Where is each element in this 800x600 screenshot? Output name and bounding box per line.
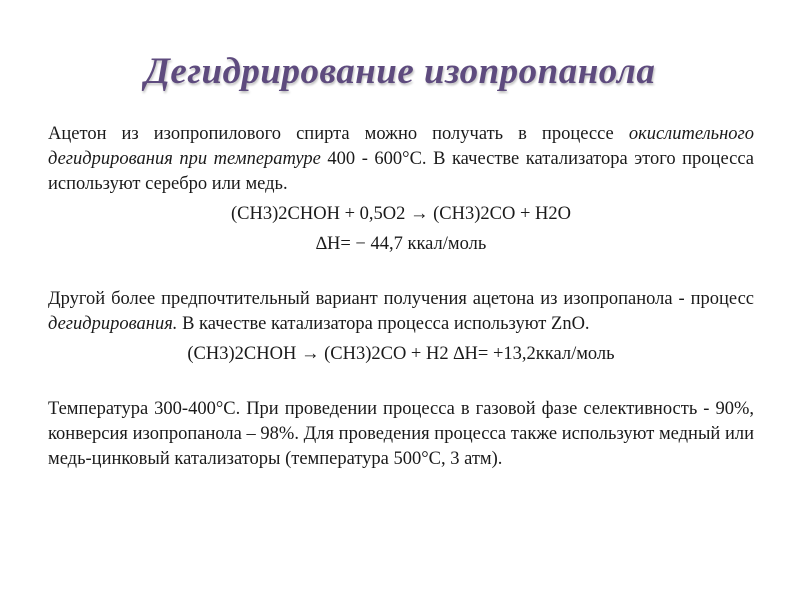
paragraph-dehydrogenation — [48, 287, 754, 337]
slide-body — [48, 122, 754, 472]
paragraph-1-text-a: Ацетон из изопропилового спирта можно получать в процессе — [48, 124, 629, 144]
paragraph-oxidative-dehydrogenation — [48, 122, 754, 197]
paragraph-conditions: Температура 300-400°С. При проведении процесса в газовой фазе селективность - 90%, конверсия изопропанола – 98%. Для проведения процесса также используют медный или медь-цинковый катализаторы (температура 500°С, 3 атм). — [48, 399, 754, 469]
paragraph-2-italic: дегидрирования. — [48, 314, 178, 334]
paragraph-1-italic: окислительного дегидрирования при температуре — [48, 124, 754, 169]
paragraph-1-text-c: 400 - 600°С. В качестве катализатора этого процесса используют серебро или медь. — [48, 149, 754, 194]
equation-oxidative-dehydrogenation: (CH3)2CHOH + 0,5O2 → (CH3)2CO + H2O — [231, 204, 571, 224]
spacer — [48, 257, 754, 282]
equation-dehydrogenation: (CH3)2CHOH → (CH3)2CO + H2 ∆H= +13,2ккал/моль — [187, 344, 615, 364]
slide-title: Дегидрирование изопропанола — [144, 51, 656, 92]
enthalpy-oxidative-dehydrogenation: ∆H= − 44,7 ккал/моль — [315, 234, 487, 254]
paragraph-2-text-c: В качестве катализатора процесса используют ZnO. — [177, 314, 590, 334]
paragraph-2-text-a: Другой более предпочтительный вариант получения ацетона из изопропанола - процесс — [48, 289, 754, 309]
spacer — [48, 367, 754, 392]
